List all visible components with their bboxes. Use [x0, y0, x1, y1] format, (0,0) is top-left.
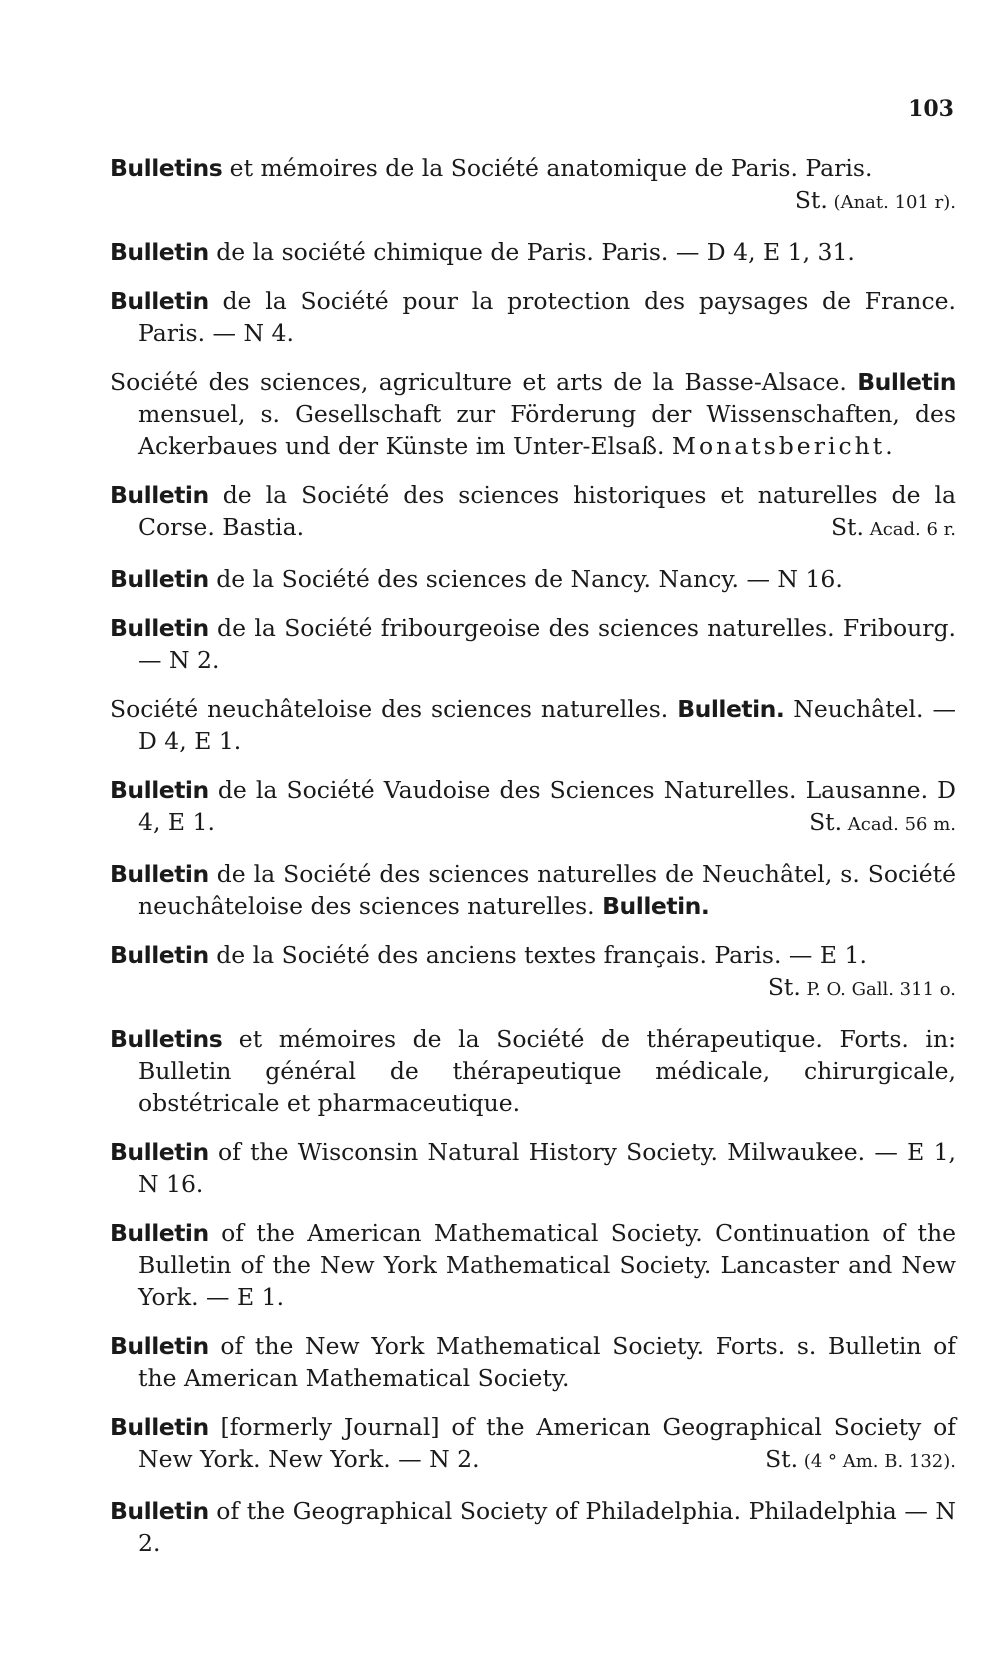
entry-keyword: Bulletin: [110, 1413, 209, 1441]
entry-text: of the Wisconsin Natural History Society. Milwaukee. — E 1, N 16.: [138, 1138, 956, 1198]
entry-keyword: Bulletins: [110, 154, 223, 182]
entry: [110, 1495, 956, 1559]
entry-text: de la Société pour la protection des paysages de France. Paris. — N 4.: [138, 287, 956, 347]
entry-text: of the Geographical Society of Philadelphia. Philadelphia — N 2.: [138, 1497, 956, 1557]
entry-text: mensuel, s. Gesellschaft zur Förderung der Wissenschaften, des Ackerbaues und der Künste im Unter-Elsaß.: [138, 400, 956, 460]
entry: [110, 1330, 956, 1394]
entry-keyword: Bulletin: [110, 481, 209, 509]
entry-text: de la Société des sciences historiques et naturelles de la Corse. Bastia.: [138, 481, 956, 541]
entry: [110, 612, 956, 676]
entry: [110, 1411, 956, 1478]
entry-keyword: Bulletin: [110, 614, 209, 642]
shelfmark: St. (4 ° Am. B. 132).: [765, 1445, 956, 1473]
entry: [110, 236, 956, 268]
entry-text: et mémoires de la Société de thérapeutique. Forts. in: Bulletin général de thérapeutique médicale, chirurgicale, obstétricale et pharmaceutique.: [138, 1025, 956, 1117]
entry: [110, 858, 956, 922]
shelfmark: St. (Anat. 101 r).: [794, 186, 956, 214]
entry-keyword: Bulletin: [110, 287, 209, 315]
entry-keyword: Bulletin: [110, 565, 209, 593]
entry: [110, 152, 956, 219]
entry: [110, 1217, 956, 1313]
entry-text: de la société chimique de Paris. Paris. — D 4, E 1, 31.: [208, 238, 855, 266]
entry-keyword: Bulletin: [110, 1497, 209, 1525]
entry-keyword: Bulletin: [110, 238, 209, 266]
entry-keyword: Bulletin: [110, 941, 209, 969]
shelfmark: St. Acad. 6 r.: [830, 513, 956, 541]
entry: [110, 563, 956, 595]
entry-keyword: Bulletin: [110, 776, 209, 804]
spaced-title: Monatsbericht.: [671, 432, 896, 460]
page-number: 103: [908, 96, 954, 122]
spaced-title: Bulletin.: [602, 892, 710, 920]
entry-keyword: Bulletin: [110, 1138, 209, 1166]
entry: [110, 774, 956, 841]
entry-text: et mémoires de la Société anatomique de Paris. Paris.: [222, 154, 873, 182]
entry: [110, 1023, 956, 1119]
entry: [110, 285, 956, 349]
entry: [110, 479, 956, 546]
entry: [110, 1136, 956, 1200]
entry: [110, 939, 956, 1006]
entry-keyword: Bulletin: [110, 1219, 209, 1247]
entry-list: [110, 152, 956, 1576]
entry-text: de la Société des sciences de Nancy. Nancy. — N 16.: [208, 565, 843, 593]
entry-text: de la Société des anciens textes français. Paris. — E 1.: [208, 941, 867, 969]
entry: [110, 693, 956, 757]
entry-keyword: Bulletin: [110, 1332, 209, 1360]
entry-keyword: Bulletins: [110, 1025, 223, 1053]
entry-text: [formerly Journal] of the American Geographical Society of New York. New York. — N 2.: [138, 1413, 956, 1473]
entry-text: de la Société des sciences naturelles de Neuchâtel, s. Société neuchâteloise des sciences naturelles.: [138, 860, 956, 920]
entry-keyword: Bulletin.: [677, 695, 785, 723]
entry-prefix: Société des sciences, agriculture et arts de la Basse-Alsace.: [110, 368, 847, 396]
entry-keyword: Bulletin: [857, 368, 956, 396]
entry-text: of the New York Mathematical Society. Forts. s. Bulletin of the American Mathematical Society.: [138, 1332, 956, 1392]
entry-text: de la Société Vaudoise des Sciences Naturelles. Lausanne. D 4, E 1.: [138, 776, 956, 836]
entry-text: Neuchâtel. — D 4, E 1.: [138, 695, 956, 755]
entry-prefix: Société neuchâteloise des sciences naturelles.: [110, 695, 678, 723]
entry-text: of the American Mathematical Society. Continuation of the Bulletin of the New York Mathematical Society. Lancaster and New York. — E 1.: [138, 1219, 956, 1311]
shelfmark: St. Acad. 56 m.: [809, 808, 956, 836]
shelfmark: St. P. O. Gall. 311 o.: [767, 973, 956, 1001]
entry-keyword: Bulletin: [110, 860, 209, 888]
entry: [110, 366, 956, 462]
entry-text: de la Société fribourgeoise des sciences naturelles. Fribourg. — N 2.: [138, 614, 956, 674]
